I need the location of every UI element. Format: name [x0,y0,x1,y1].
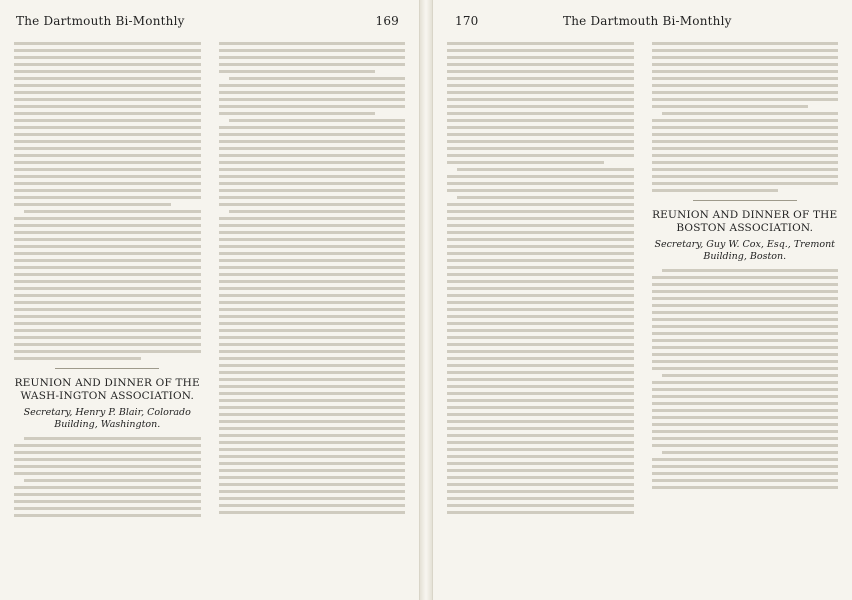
left-running-title: The Dartmouth Bi-Monthly [16,14,185,28]
left-column-1 [14,38,201,521]
book-gutter [420,0,432,600]
boston-secretary-line: Secretary, Guy W. Cox, Esq., Tremont Building, Boston. [654,239,836,262]
right-col2-body-top [652,42,839,192]
left-columns [14,38,405,521]
left-section-rule [55,368,159,369]
right-section-rule [693,200,797,201]
right-columns [447,38,838,518]
right-running-head [447,10,838,32]
left-column-2 [219,38,406,521]
left-col1-body-top [14,42,201,360]
right-page-number: 170 [455,14,479,28]
right-column-2 [652,38,839,518]
right-col2-body-bottom [652,269,839,489]
left-col1-body-bottom [14,437,201,517]
washington-association-heading: REUNION AND DINNER OF THE WASH-INGTON ASSOCIATION. [14,377,200,402]
left-page [0,0,420,600]
left-running-head [14,10,405,32]
washington-secretary-line: Secretary, Henry P. Blair, Colorado Building, Washington. [23,407,191,430]
left-page-number: 169 [375,14,399,28]
right-running-title: The Dartmouth Bi-Monthly [563,14,732,28]
right-page [432,0,852,600]
right-column-1 [447,38,634,518]
boston-association-heading: REUNION AND DINNER OF THE BOSTON ASSOCIATION. [652,209,838,234]
